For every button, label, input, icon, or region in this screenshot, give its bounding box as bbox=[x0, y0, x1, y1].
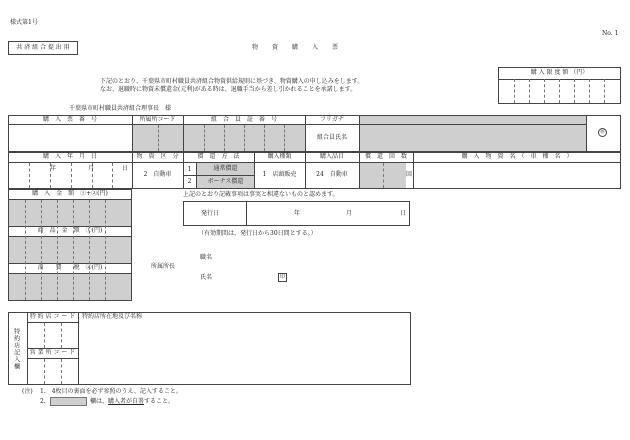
office-head-seal: 印 bbox=[279, 274, 285, 280]
total-amount-label: 購 入 金 額 ①+②(円) bbox=[32, 190, 108, 197]
total-amount-field[interactable] bbox=[9, 200, 131, 226]
submission-tag: 共 済 組 合 提 出 用 bbox=[8, 41, 78, 55]
date-label: 購 入 年 月 日 bbox=[42, 153, 97, 160]
sales-code-label: 営 業 所 コ ー ド bbox=[29, 349, 76, 356]
issue-date-box: 発行日 年 月 日 bbox=[183, 201, 410, 226]
category-value: 2 自動車 bbox=[143, 171, 172, 178]
count-label: 償 還 回 数 bbox=[364, 153, 407, 160]
goods-label: 購 入 物 資 名 （ 車 種 名 ） bbox=[461, 153, 573, 160]
validity-note: （有効期間は、発行日から30日間とする。） bbox=[198, 230, 317, 237]
member-name-label: 組合員氏名 bbox=[316, 134, 347, 141]
form-number: 様式第1号 bbox=[10, 19, 38, 26]
job-label: 職名 bbox=[200, 254, 213, 261]
goods-amount-label: 商 品 金 額 ①(円) bbox=[37, 227, 103, 234]
dealer-code-label: 特 約 店 コ ー ド bbox=[29, 313, 76, 320]
dealer-side-label: 特約店記入欄 bbox=[12, 328, 20, 370]
category-label: 物 資 区 分 bbox=[136, 153, 179, 160]
item-value: 24 自動車 bbox=[316, 171, 348, 178]
type-label: 購入種類 bbox=[267, 153, 292, 160]
office-head-label: 所属所長 bbox=[151, 263, 176, 270]
intro-line-2: なお、退職時に物資未償還金(元利)がある時は、退職手当から差し引かれることを承諾します。 bbox=[100, 86, 357, 93]
note-2-text: 欄は、購入者が自署すること。 bbox=[90, 398, 175, 405]
furigana-label: フリガナ bbox=[320, 116, 344, 123]
member-name-field[interactable] bbox=[360, 125, 586, 151]
type-value: 1 店頭販売 bbox=[262, 171, 297, 178]
notes-prefix: (注) bbox=[22, 388, 33, 395]
name-label: 氏名 bbox=[200, 274, 213, 281]
tax-field[interactable] bbox=[9, 274, 131, 300]
office-code-label: 所属所コード bbox=[139, 116, 176, 123]
method-2-option[interactable]: ボーナス償還 bbox=[197, 176, 254, 188]
member-no-label: 組 合 員 証 番 号 bbox=[210, 116, 277, 123]
note-1: 1. 4枚目の裏面を必ず参照のうえ、記入すること。 bbox=[40, 388, 182, 395]
page-title: 物 資 購 入 票 bbox=[252, 44, 343, 51]
method-1-option[interactable]: 通常償還 bbox=[197, 163, 254, 175]
method-2-no: 2 bbox=[187, 178, 192, 185]
method-label: 償 還 方 法 bbox=[197, 153, 240, 160]
furigana-field[interactable] bbox=[360, 116, 586, 124]
tax-label: 消 費 税 ②(円) bbox=[37, 264, 103, 271]
goods-field[interactable] bbox=[414, 163, 620, 188]
member-seal: ㊞ bbox=[599, 129, 605, 135]
addressee: 千葉県市町村職員共済組合理事長 様 bbox=[69, 105, 172, 112]
note-2-swatch bbox=[50, 397, 87, 406]
intro-line-1: 下記のとおり、千葉県市町村職員共済組合物資供給規則に基づき、物資購入の申し込みをします。 bbox=[100, 78, 364, 85]
goods-amount-field[interactable] bbox=[9, 237, 131, 263]
cert-text: 上記のとおり記載事項は事実と相違ないものと認めます。 bbox=[183, 191, 339, 198]
page-number: No. 1 bbox=[602, 30, 619, 37]
note-2-no: 2. bbox=[40, 398, 46, 405]
count-unit: 回 bbox=[406, 171, 413, 178]
buyer-no-label: 購 入 票 番 号 bbox=[42, 116, 97, 123]
date-day: 日 bbox=[122, 165, 129, 172]
date-year: 年 bbox=[50, 165, 57, 172]
dealer-address-label: 特約店所在地及び名称 bbox=[82, 313, 143, 320]
item-label: 購入品目 bbox=[319, 153, 344, 160]
method-1-no: 1 bbox=[187, 166, 192, 173]
purchase-limit-box: 購 入 限 度 額 （円） bbox=[498, 67, 621, 104]
date-month: 月 bbox=[88, 165, 95, 172]
